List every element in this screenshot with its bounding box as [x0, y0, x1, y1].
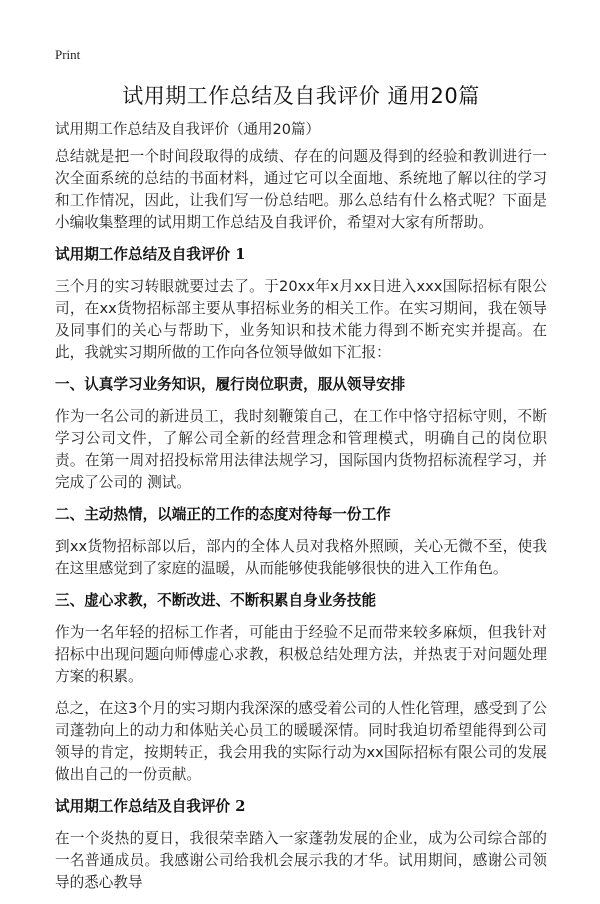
document-title: 试用期工作总结及自我评价 通用20篇 — [122, 84, 480, 108]
section-paragraph: 作为一名年轻的招标工作者，可能由于经验不足而带来较多麻烦，但我针对招标中出现问题向师傅虚心求教，积极总结处理方法，并热衷于对问题处理方案的积累。 — [55, 624, 547, 685]
document-subtitle: 试用期工作总结及自我评价（通用20篇） — [55, 122, 320, 138]
section-paragraph: 在一个炎热的夏日，我很荣幸踏入一家蓬勃发展的企业，成为公司综合部的一名普通成员。我感谢公司给我机会展示我的才华。试用期间，感谢公司领导的悉心教导 — [55, 830, 547, 891]
print-label: Print — [55, 47, 81, 62]
section-paragraph: 作为一名公司的新进员工，我时刻鞭策自己，在工作中恪守招标守则，不断学习公司文件，了解公司全新的经营理念和管理模式，明确自己的岗位职责。在第一周对招投标常用法律法规学习，国际国内货物招标流程学习，并完成了公司的 测试。 — [55, 408, 547, 491]
section-heading: 试用期工作总结及自我评价 2 — [55, 798, 246, 815]
intro-paragraph: 总结就是把一个时间段取得的成绩、存在的问题及得到的经验和教训进行一次全面系统的总结的书面材料，通过它可以全面地、系统地了解以往的学习和工作情况，因此，让我们写一份总结吧。那么总结有什么格式呢？下面是小编收集整理的试用期工作总结及自我评价，希望对大家有所帮助。 — [55, 148, 547, 231]
conclusion-paragraph: 总之，在这3个月的实习期内我深深的感受着公司的人性化管理，感受到了公司蓬勃向上的动力和体贴关心员工的暖暖深情。同时我迫切希望能得到公司领导的肯定，按期转正，我会用我的实际行动为xx国际招标有限公司的发展做出自己的一份贡献。 — [55, 700, 547, 783]
section-heading: 一、认真学习业务知识，履行岗位职责，服从领导安排 — [55, 376, 406, 393]
section-heading: 三、虚心求教，不断改进、不断积累自身业务技能 — [55, 592, 377, 609]
section-heading: 二、主动热情，以端正的工作的态度对待每一份工作 — [55, 506, 391, 523]
section-heading: 试用期工作总结及自我评价 1 — [55, 246, 246, 263]
section-paragraph: 到xx货物招标部以后，部内的全体人员对我格外照顾，关心无微不至，使我在这里感觉到了家庭的温暖，从而能够使我能够很快的进入工作角色。 — [55, 538, 547, 577]
section-paragraph: 三个月的实习转眼就要过去了。于20xx年x月xx日进入xxx国际招标有限公司，在xx货物招标部主要从事招标业务的相关工作。在实习期间，我在领导及同事们的关心与帮助下，业务知识和技术能力得到不断充实并提高。在此，我就实习期所做的工作向各位领导做如下汇报： — [55, 278, 547, 361]
document-body — [55, 146, 547, 904]
